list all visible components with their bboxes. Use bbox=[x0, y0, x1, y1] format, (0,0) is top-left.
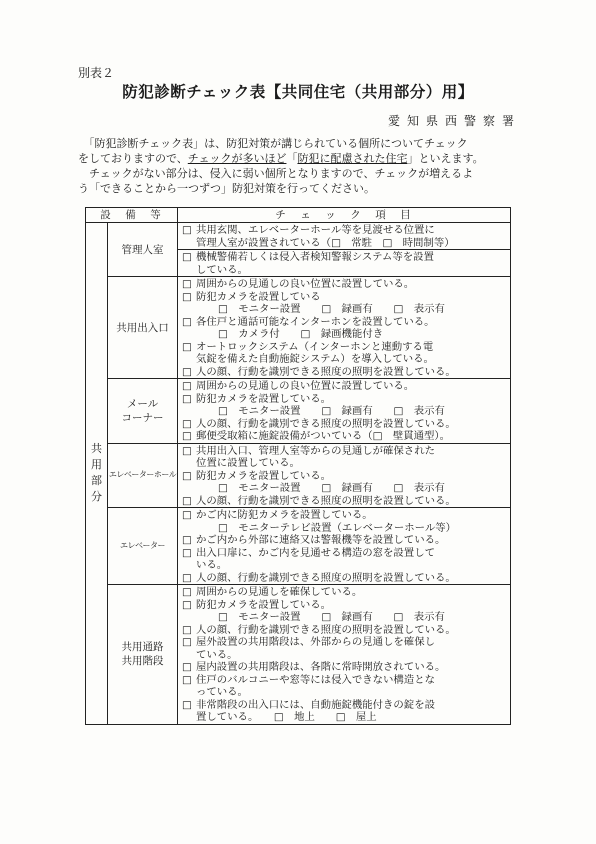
item-text: 人の顔、行動を識別できる照度の照明を設置している。 bbox=[196, 417, 456, 430]
item-text: 郵便受取箱に施錠設備がついている（□ 壁貫通型）。 bbox=[196, 430, 450, 442]
item-text: っている。 bbox=[196, 686, 248, 698]
item-text: 周囲からの見通しを確保している。 bbox=[196, 586, 363, 598]
item-text: 非常階段の出入口には、自動施錠機能付きの錠を設 bbox=[196, 698, 435, 711]
sub-options[interactable]: □ カメラ付 □ 録画機能付き bbox=[218, 328, 384, 340]
item-text: 共用出入口、管理人室等からの見通しが確保された bbox=[196, 444, 435, 457]
document-title: 防犯診断チェック表【共同住宅（共用部分）用】 bbox=[122, 83, 474, 101]
intro-line1: 「防犯診断チェック表」は、防犯対策が講じられている個所についてチェック bbox=[89, 137, 468, 150]
facility-hall: エレベーターホール bbox=[108, 443, 178, 508]
checkbox-icon[interactable]: □ bbox=[182, 698, 192, 711]
item-text: 人の顔、行動を識別できる照度の照明を設置している。 bbox=[196, 623, 456, 636]
items-cell bbox=[178, 585, 511, 725]
checkbox-icon[interactable]: □ bbox=[182, 392, 192, 405]
checkbox-icon[interactable]: □ bbox=[182, 636, 192, 648]
item-text: 防犯カメラを設置している bbox=[196, 290, 321, 303]
intro-line2-underline1: チェックが多いほど bbox=[187, 152, 287, 165]
table-row bbox=[86, 585, 511, 725]
facility-mail bbox=[108, 379, 178, 444]
sub-options[interactable]: □ モニター設置 □ 録画有 □ 表示有 bbox=[218, 482, 445, 494]
category-char: 共 bbox=[91, 442, 102, 456]
item-text: 屋内設置の共用階段は、各階に常時開放されている。 bbox=[196, 661, 446, 673]
items-cell bbox=[178, 508, 511, 585]
organization-name: 愛知県西警察署 bbox=[388, 114, 522, 128]
checkbox-icon[interactable]: □ bbox=[182, 661, 192, 673]
checkbox-icon[interactable]: □ bbox=[182, 315, 192, 328]
intro-line2-b: 「 bbox=[286, 152, 298, 165]
intro-line3: チェックがない部分は、侵入に弱い個所となりますので、チェックが増えるよ bbox=[89, 167, 474, 180]
intro-text bbox=[78, 136, 530, 196]
item-text: 出入口扉に、かご内を見通せる構造の窓を設置して bbox=[196, 546, 435, 559]
facility-tsuro-line1: 共用通路 bbox=[121, 641, 164, 654]
checkbox-icon[interactable]: □ bbox=[182, 444, 192, 457]
checkbox-icon[interactable]: □ bbox=[182, 340, 192, 353]
item-text: 防犯カメラを設置している。 bbox=[196, 392, 332, 405]
checkbox-icon[interactable]: □ bbox=[182, 546, 192, 559]
item-text: 屋外設置の共用階段は、外部からの見通しを確保し bbox=[196, 636, 435, 648]
check-table bbox=[85, 207, 511, 725]
item-text: 共用玄関、エレベーターホール等を見渡せる位置に bbox=[196, 224, 435, 236]
item-text: オートロックシステム（インターホンと連動する電 bbox=[196, 340, 434, 353]
facility-mail-line1: メール bbox=[126, 397, 159, 410]
checkbox-icon[interactable]: □ bbox=[182, 469, 192, 482]
facility-mail-line2: コーナー bbox=[121, 411, 164, 424]
items-cell bbox=[178, 443, 511, 508]
facility-tsuro-line2: 共用階段 bbox=[121, 655, 164, 668]
facility-kanri: 管理人室 bbox=[108, 223, 178, 277]
checkbox-icon[interactable]: □ bbox=[182, 365, 192, 378]
item-text: 防犯カメラを設置している。 bbox=[196, 598, 332, 611]
checkbox-icon[interactable]: □ bbox=[182, 251, 192, 263]
facility-tsuro bbox=[108, 585, 178, 725]
item-text: 人の顔、行動を識別できる照度の照明を設置している。 bbox=[196, 494, 456, 507]
item-text: 気錠を備えた自動施錠システム）を導入している。 bbox=[196, 353, 434, 365]
checkbox-icon[interactable]: □ bbox=[182, 571, 192, 584]
table-row bbox=[86, 277, 511, 379]
header-facility: 設 備 等 bbox=[86, 208, 178, 223]
checkbox-icon[interactable]: □ bbox=[182, 224, 192, 236]
checkbox-icon[interactable]: □ bbox=[182, 534, 192, 546]
intro-line2-a: をしておりますので、 bbox=[78, 152, 188, 165]
item-text: 人の顔、行動を識別できる照度の照明を設置している。 bbox=[196, 365, 456, 378]
category-char: 分 bbox=[91, 490, 102, 504]
checkbox-icon[interactable]: □ bbox=[182, 673, 192, 686]
items-cell bbox=[178, 250, 511, 277]
table-row bbox=[86, 379, 511, 444]
table-row bbox=[86, 223, 511, 250]
sub-options[interactable]: □ モニターテレビ設置（エレベーターホール等） bbox=[218, 521, 456, 534]
category-char: 用 bbox=[91, 458, 102, 472]
header-items: チ ェ ッ ク 項 目 bbox=[178, 208, 511, 223]
checkbox-icon[interactable]: □ bbox=[182, 598, 192, 611]
sub-options[interactable]: □ モニター設置 □ 録画有 □ 表示有 bbox=[218, 303, 445, 315]
item-text: 機械警備若しくは侵入者検知警報システム等を設置 bbox=[196, 251, 434, 263]
item-text: 住戸のバルコニーや窓等には侵入できない構造とな bbox=[196, 673, 435, 686]
item-text: ている。 bbox=[196, 648, 238, 661]
category-char: 部 bbox=[91, 474, 102, 488]
items-cell bbox=[178, 277, 511, 379]
item-text: 防犯カメラを設置している。 bbox=[196, 469, 332, 482]
appendix-label: 別表２ bbox=[78, 66, 115, 80]
checkbox-icon[interactable]: □ bbox=[182, 623, 192, 636]
checkbox-icon[interactable]: □ bbox=[182, 290, 192, 303]
table-header-row bbox=[86, 208, 511, 223]
checkbox-icon[interactable]: □ bbox=[182, 417, 192, 430]
item-text: 周囲からの見通しの良い位置に設置している。 bbox=[196, 380, 415, 392]
item-text: かご内に防犯カメラを設置している。 bbox=[196, 509, 373, 521]
item-text: している。 bbox=[196, 263, 248, 276]
checkbox-icon[interactable]: □ bbox=[182, 509, 192, 521]
intro-line4: う「できることから一つずつ」防犯対策を行ってください。 bbox=[78, 182, 375, 195]
item-text: 置している。 □ 地上 □ 屋上 bbox=[196, 711, 377, 723]
item-text: 位置に設置している。 bbox=[196, 457, 300, 469]
item-text: いる。 bbox=[196, 559, 228, 571]
sub-options[interactable]: □ モニター設置 □ 録画有 □ 表示有 bbox=[218, 405, 445, 417]
checkbox-icon[interactable]: □ bbox=[182, 586, 192, 598]
item-text: 人の顔、行動を識別できる照度の照明を設置している。 bbox=[196, 571, 456, 584]
item-text: 管理人室が設置されている（□ 常駐 □ 時間制等） bbox=[196, 236, 455, 249]
checkbox-icon[interactable]: □ bbox=[182, 430, 192, 442]
intro-line2-underline2: 防犯に配慮された住宅 bbox=[297, 152, 408, 165]
items-cell bbox=[178, 223, 511, 250]
checkbox-icon[interactable]: □ bbox=[182, 380, 192, 392]
items-cell bbox=[178, 379, 511, 444]
item-text: かご内から外部に連絡又は警報機等を設置している。 bbox=[196, 534, 446, 546]
category-cell bbox=[86, 223, 108, 725]
sub-options[interactable]: □ モニター設置 □ 録画有 □ 表示有 bbox=[218, 611, 445, 623]
checkbox-icon[interactable]: □ bbox=[182, 278, 192, 290]
table-row bbox=[86, 508, 511, 585]
facility-elevator: エレベーター bbox=[108, 508, 178, 585]
item-text: 各住戸と通話可能なインターホンを設置している。 bbox=[196, 315, 435, 328]
checkbox-icon[interactable]: □ bbox=[182, 494, 192, 507]
facility-deiri: 共用出入口 bbox=[108, 277, 178, 379]
table-row bbox=[86, 443, 511, 508]
item-text: 周囲からの見通しの良い位置に設置している。 bbox=[196, 278, 415, 290]
intro-line2-c: 」といえます。 bbox=[407, 152, 484, 165]
